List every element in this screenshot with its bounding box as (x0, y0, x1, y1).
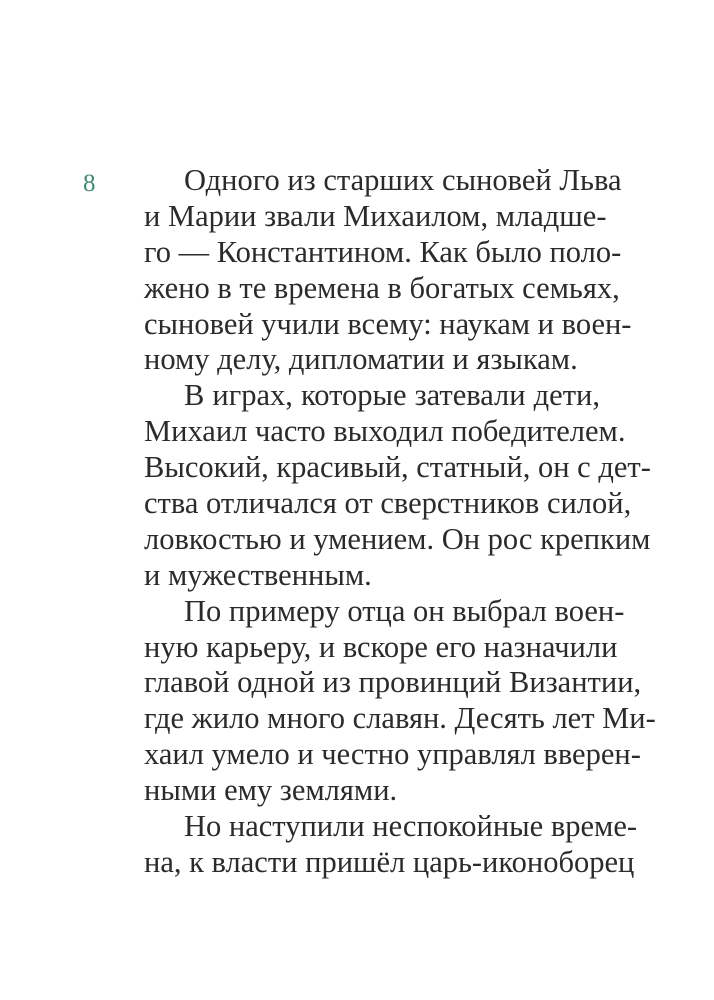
text-line: ному делу, дипломатии и языкам. (144, 342, 578, 377)
paragraph (144, 163, 632, 378)
text-line: ловкостью и умением. Он рос крепким (144, 521, 651, 556)
text-line: и Марии звали Михаилом, младше- (144, 198, 607, 233)
text-line: где жило много славян. Десять лет Ми- (144, 701, 656, 736)
body-text (144, 163, 656, 881)
text-line: По примеру отца он выбрал воен- (184, 593, 625, 628)
text-line: Высокий, красивый, статный, он с дет- (144, 450, 651, 485)
paragraph (144, 378, 651, 593)
text-line: Одного из старших сыновей Льва (184, 163, 622, 197)
text-line: сыновей учили всему: наукам и воен- (144, 306, 632, 341)
text-line: и мужественным. (144, 557, 372, 592)
text-line: го — Константином. Как было поло- (144, 234, 622, 269)
text-line: ную карьеру, и вскоре его назначили (144, 629, 618, 664)
text-line: на, к власти пришёл царь-иконоборец (144, 844, 635, 879)
text-line: Михаил часто выходил победителем. (144, 414, 626, 449)
text-line: ными ему землями. (144, 773, 398, 808)
text-line: Но наступили неспокойные време- (184, 809, 638, 844)
text-line: ства отличался от сверстников силой, (144, 486, 632, 521)
text-line: главой одной из провинций Византии, (144, 665, 642, 700)
paragraph (144, 809, 638, 881)
page-number: 8 (83, 170, 96, 197)
paragraph (144, 593, 656, 809)
text-line: жено в те времена в богатых семьях, (144, 270, 620, 305)
text-line: В играх, которые затевали дети, (184, 378, 600, 413)
text-line: хаил умело и честно управлял вверен- (144, 737, 641, 772)
